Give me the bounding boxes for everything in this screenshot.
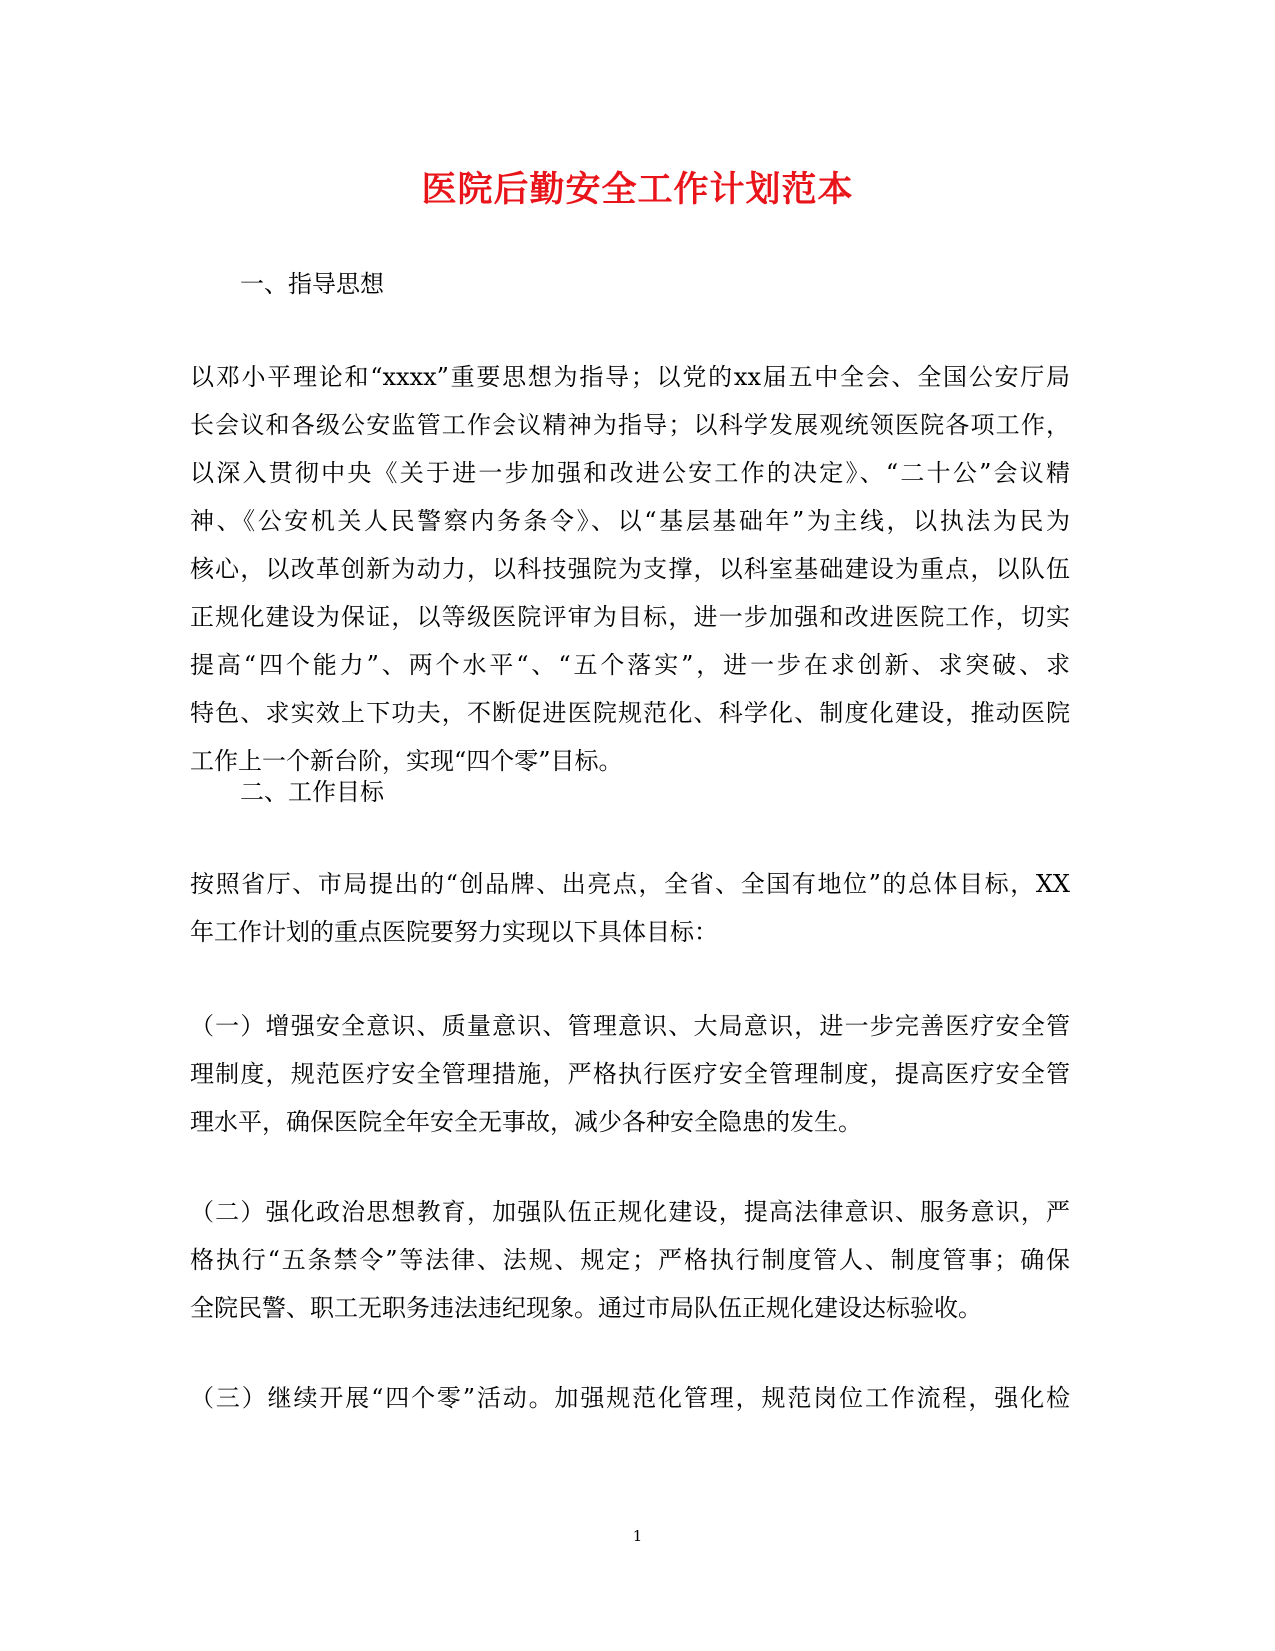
paragraph-line: 特色、求实效上下功夫，不断促进医院规范化、科学化、制度化建设，推动医院 — [190, 699, 1070, 727]
paragraph-line: 正规化建设为保证，以等级医院评审为目标，进一步加强和改进医院工作，切实 — [190, 603, 1070, 631]
paragraph-goal-item-2 — [190, 1188, 1070, 1332]
section-heading-work-goals: 二、工作目标 — [240, 778, 384, 806]
paragraph-line: 理制度，规范医疗安全管理措施，严格执行医疗安全管理制度，提高医疗安全管 — [190, 1060, 1070, 1088]
paragraph-line: 神、《公安机关人民警察内务条令》、以“基层基础年”为主线，以执法为民为 — [190, 507, 1070, 535]
document-title: 医院后勤安全工作计划范本 — [421, 169, 854, 210]
paragraph-goal-item-3 — [190, 1374, 1070, 1422]
paragraph-line: 长会议和各级公安监管工作会议精神为指导；以科学发展观统领医院各项工作， — [190, 411, 1070, 439]
paragraph-line: （三）继续开展“四个零”活动。加强规范化管理，规范岗位工作流程，强化检 — [190, 1384, 1070, 1412]
paragraph-line: 工作上一个新台阶，实现“四个零”目标。 — [190, 747, 623, 775]
paragraph-line: 年工作计划的重点医院要努力实现以下具体目标： — [190, 918, 718, 946]
paragraph-guiding-ideology — [190, 353, 1070, 785]
paragraph-line: 以邓小平理论和“xxxx”重要思想为指导；以党的xx届五中全会、全国公安厅局 — [190, 363, 1070, 391]
paragraph-line: （二）强化政治思想教育，加强队伍正规化建设，提高法律意识、服务意识，严 — [190, 1198, 1070, 1226]
paragraph-line: 全院民警、职工无职务违法违纪现象。通过市局队伍正规化建设达标验收。 — [190, 1294, 982, 1322]
paragraph-line: 提高“四个能力”、两个水平“、“五个落实”，进一步在求创新、求突破、求 — [190, 651, 1070, 679]
paragraph-work-goals-intro — [190, 860, 1070, 956]
paragraph-line: 格执行“五条禁令”等法律、法规、规定；严格执行制度管人、制度管事；确保 — [190, 1246, 1070, 1274]
section-heading-guiding-ideology: 一、指导思想 — [240, 270, 384, 298]
paragraph-goal-item-1 — [190, 1002, 1070, 1146]
paragraph-line: 核心，以改革创新为动力，以科技强院为支撑，以科室基础建设为重点，以队伍 — [190, 555, 1070, 583]
paragraph-line: 按照省厅、市局提出的“创品牌、出亮点，全省、全国有地位”的总体目标，XX — [190, 870, 1070, 898]
paragraph-line: 以深入贯彻中央《关于进一步加强和改进公安工作的决定》、“二十公”会议精 — [190, 459, 1070, 487]
paragraph-line: （一）增强安全意识、质量意识、管理意识、大局意识，进一步完善医疗安全管 — [190, 1012, 1070, 1040]
page-number: 1 — [632, 1527, 643, 1545]
paragraph-line: 理水平，确保医院全年安全无事故，减少各种安全隐患的发生。 — [190, 1108, 862, 1136]
